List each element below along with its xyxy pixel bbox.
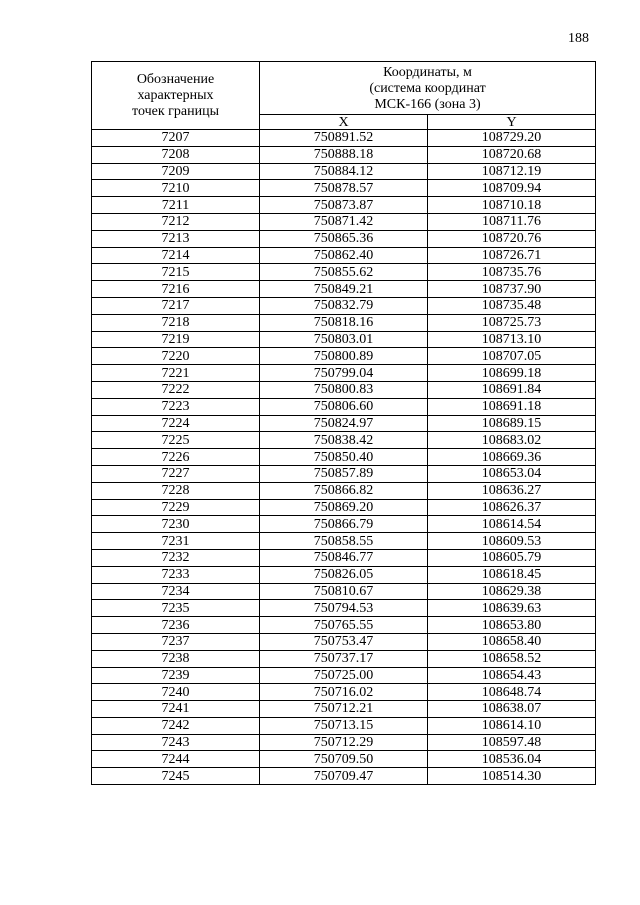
table-row (92, 717, 596, 734)
table-row (92, 650, 596, 667)
table-row (92, 130, 596, 147)
table-row (92, 264, 596, 281)
cell-y: 108713.10 (428, 331, 596, 348)
header-point-designation: Обозначение характерных точек границы (92, 62, 260, 130)
cell-x: 750725.00 (260, 667, 428, 684)
cell-point-id: 7215 (92, 264, 260, 281)
cell-point-id: 7228 (92, 482, 260, 499)
cell-x: 750884.12 (260, 163, 428, 180)
page-number: 188 (568, 31, 589, 46)
table-row (92, 549, 596, 566)
cell-point-id: 7213 (92, 230, 260, 247)
table-row (92, 566, 596, 583)
cell-point-id: 7216 (92, 281, 260, 298)
cell-x: 750712.21 (260, 701, 428, 718)
cell-y: 108597.48 (428, 734, 596, 751)
cell-point-id: 7236 (92, 617, 260, 634)
cell-y: 108626.37 (428, 499, 596, 516)
cell-x: 750765.55 (260, 617, 428, 634)
cell-x: 750871.42 (260, 213, 428, 230)
table-row (92, 381, 596, 398)
table-row (92, 297, 596, 314)
table-row (92, 180, 596, 197)
cell-y: 108729.20 (428, 130, 596, 147)
table-row (92, 449, 596, 466)
cell-point-id: 7233 (92, 566, 260, 583)
cell-y: 108653.04 (428, 465, 596, 482)
cell-x: 750846.77 (260, 549, 428, 566)
table-row (92, 734, 596, 751)
table-row (92, 415, 596, 432)
cell-y: 108689.15 (428, 415, 596, 432)
cell-y: 108735.48 (428, 297, 596, 314)
cell-x: 750800.89 (260, 348, 428, 365)
cell-x: 750855.62 (260, 264, 428, 281)
cell-x: 750794.53 (260, 600, 428, 617)
cell-x: 750806.60 (260, 398, 428, 415)
table-row (92, 331, 596, 348)
cell-point-id: 7211 (92, 197, 260, 214)
cell-y: 108658.40 (428, 633, 596, 650)
cell-x: 750878.57 (260, 180, 428, 197)
table-row (92, 365, 596, 382)
header-coordinates-group: Координаты, м (система координат МСК-166 (зона 3) (260, 62, 596, 115)
table-row (92, 432, 596, 449)
cell-point-id: 7208 (92, 146, 260, 163)
table-row (92, 197, 596, 214)
cell-y: 108712.19 (428, 163, 596, 180)
cell-point-id: 7222 (92, 381, 260, 398)
cell-point-id: 7214 (92, 247, 260, 264)
cell-point-id: 7230 (92, 516, 260, 533)
cell-x: 750713.15 (260, 717, 428, 734)
cell-point-id: 7235 (92, 600, 260, 617)
cell-y: 108658.52 (428, 650, 596, 667)
cell-x: 750709.47 (260, 768, 428, 785)
cell-x: 750826.05 (260, 566, 428, 583)
table-row (92, 230, 596, 247)
cell-x: 750849.21 (260, 281, 428, 298)
cell-point-id: 7239 (92, 667, 260, 684)
header-y: Y (428, 115, 596, 130)
cell-y: 108710.18 (428, 197, 596, 214)
cell-point-id: 7220 (92, 348, 260, 365)
cell-y: 108618.45 (428, 566, 596, 583)
table-row (92, 213, 596, 230)
table-row (92, 633, 596, 650)
cell-x: 750800.83 (260, 381, 428, 398)
cell-x: 750891.52 (260, 130, 428, 147)
cell-y: 108669.36 (428, 449, 596, 466)
coordinates-table (91, 61, 596, 785)
cell-x: 750716.02 (260, 684, 428, 701)
cell-x: 750866.79 (260, 516, 428, 533)
cell-x: 750737.17 (260, 650, 428, 667)
cell-point-id: 7229 (92, 499, 260, 516)
cell-x: 750873.87 (260, 197, 428, 214)
cell-point-id: 7210 (92, 180, 260, 197)
cell-y: 108725.73 (428, 314, 596, 331)
cell-x: 750858.55 (260, 533, 428, 550)
cell-x: 750810.67 (260, 583, 428, 600)
cell-y: 108707.05 (428, 348, 596, 365)
cell-point-id: 7212 (92, 213, 260, 230)
cell-x: 750857.89 (260, 465, 428, 482)
cell-point-id: 7245 (92, 768, 260, 785)
table-row (92, 163, 596, 180)
cell-x: 750865.36 (260, 230, 428, 247)
cell-y: 108654.43 (428, 667, 596, 684)
table-row (92, 146, 596, 163)
cell-y: 108638.07 (428, 701, 596, 718)
cell-x: 750803.01 (260, 331, 428, 348)
table-header (92, 62, 596, 130)
table-row (92, 617, 596, 634)
cell-x: 750869.20 (260, 499, 428, 516)
cell-y: 108709.94 (428, 180, 596, 197)
table-row (92, 751, 596, 768)
cell-x: 750862.40 (260, 247, 428, 264)
cell-y: 108648.74 (428, 684, 596, 701)
cell-y: 108629.38 (428, 583, 596, 600)
cell-y: 108735.76 (428, 264, 596, 281)
table-body (92, 130, 596, 785)
cell-y: 108691.18 (428, 398, 596, 415)
table-row (92, 533, 596, 550)
cell-y: 108514.30 (428, 768, 596, 785)
table-row (92, 516, 596, 533)
cell-x: 750832.79 (260, 297, 428, 314)
table-row (92, 684, 596, 701)
table-row (92, 667, 596, 684)
cell-point-id: 7209 (92, 163, 260, 180)
cell-point-id: 7221 (92, 365, 260, 382)
cell-y: 108683.02 (428, 432, 596, 449)
table-row (92, 398, 596, 415)
cell-point-id: 7234 (92, 583, 260, 600)
cell-y: 108653.80 (428, 617, 596, 634)
cell-x: 750850.40 (260, 449, 428, 466)
table-row (92, 583, 596, 600)
cell-y: 108711.76 (428, 213, 596, 230)
table-row (92, 465, 596, 482)
cell-point-id: 7241 (92, 701, 260, 718)
cell-y: 108605.79 (428, 549, 596, 566)
cell-point-id: 7227 (92, 465, 260, 482)
cell-point-id: 7225 (92, 432, 260, 449)
table-row (92, 348, 596, 365)
cell-point-id: 7223 (92, 398, 260, 415)
cell-point-id: 7226 (92, 449, 260, 466)
table-row (92, 600, 596, 617)
table-row (92, 281, 596, 298)
cell-y: 108726.71 (428, 247, 596, 264)
table-row (92, 768, 596, 785)
cell-y: 108699.18 (428, 365, 596, 382)
cell-y: 108639.63 (428, 600, 596, 617)
cell-y: 108609.53 (428, 533, 596, 550)
cell-x: 750799.04 (260, 365, 428, 382)
cell-x: 750866.82 (260, 482, 428, 499)
cell-y: 108720.76 (428, 230, 596, 247)
table-row (92, 482, 596, 499)
cell-point-id: 7244 (92, 751, 260, 768)
cell-point-id: 7232 (92, 549, 260, 566)
cell-point-id: 7240 (92, 684, 260, 701)
table-row (92, 247, 596, 264)
cell-x: 750838.42 (260, 432, 428, 449)
cell-x: 750818.16 (260, 314, 428, 331)
cell-point-id: 7238 (92, 650, 260, 667)
cell-point-id: 7219 (92, 331, 260, 348)
cell-point-id: 7207 (92, 130, 260, 147)
cell-point-id: 7217 (92, 297, 260, 314)
table-row (92, 499, 596, 516)
table-row (92, 701, 596, 718)
cell-x: 750709.50 (260, 751, 428, 768)
cell-point-id: 7224 (92, 415, 260, 432)
cell-point-id: 7242 (92, 717, 260, 734)
cell-point-id: 7231 (92, 533, 260, 550)
cell-y: 108614.54 (428, 516, 596, 533)
cell-x: 750712.29 (260, 734, 428, 751)
cell-x: 750888.18 (260, 146, 428, 163)
cell-y: 108720.68 (428, 146, 596, 163)
header-x: X (260, 115, 428, 130)
cell-y: 108636.27 (428, 482, 596, 499)
table-row (92, 314, 596, 331)
cell-y: 108536.04 (428, 751, 596, 768)
cell-x: 750824.97 (260, 415, 428, 432)
cell-y: 108691.84 (428, 381, 596, 398)
cell-y: 108737.90 (428, 281, 596, 298)
cell-y: 108614.10 (428, 717, 596, 734)
cell-point-id: 7237 (92, 633, 260, 650)
cell-point-id: 7218 (92, 314, 260, 331)
cell-point-id: 7243 (92, 734, 260, 751)
cell-x: 750753.47 (260, 633, 428, 650)
